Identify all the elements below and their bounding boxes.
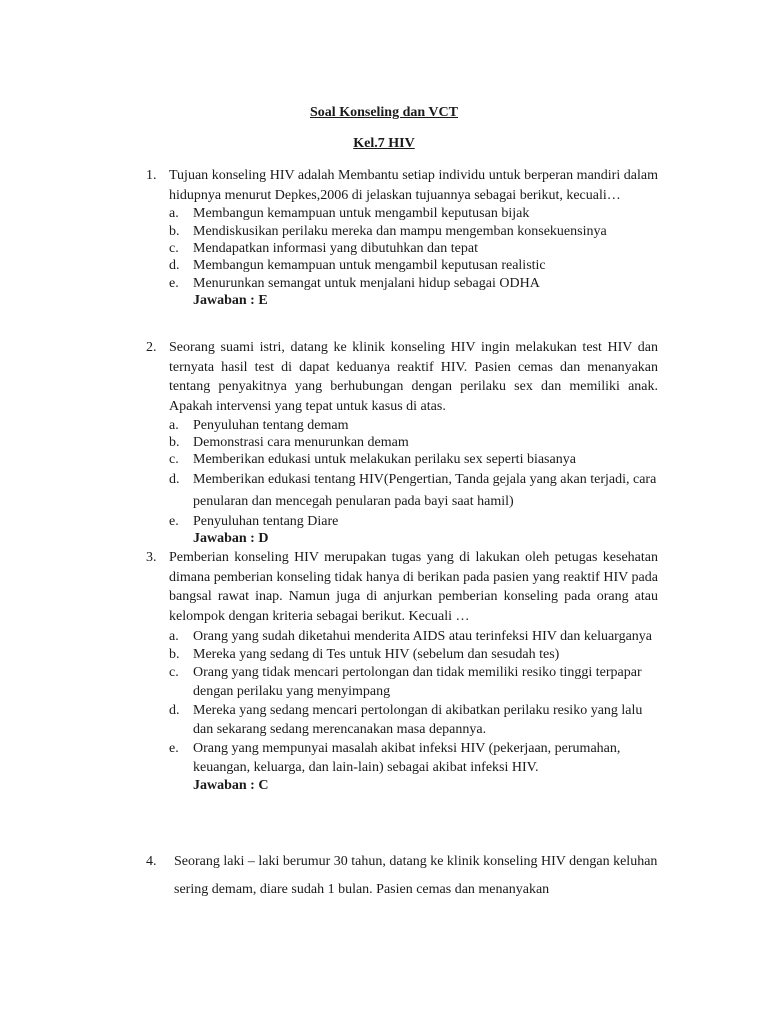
- question-3: [146, 548, 658, 795]
- option-a: [169, 417, 658, 434]
- option-letter: d.: [169, 703, 180, 719]
- option-text: Mereka yang sedang di Tes untuk HIV (sebelum dan sesudah tes): [193, 646, 560, 662]
- option-letter: c.: [169, 241, 179, 256]
- document-title: Soal Konseling dan VCT: [310, 105, 458, 120]
- option-text: Memberikan edukasi untuk melakukan perilaku sex seperti biasanya: [193, 452, 576, 468]
- question-1: [146, 166, 658, 310]
- option-text: Membangun kemampuan untuk mengambil keputusan bijak: [193, 206, 530, 222]
- option-text: Mereka yang sedang mencari pertolongan di akibatkan perilaku resiko yang lalu dan sekarang sedang merencanakan masa depannya.: [193, 703, 643, 738]
- answer-key: Jawaban : D: [193, 531, 269, 546]
- question-stem: Pemberian konseling HIV merupakan tugas yang di lakukan oleh petugas kesehatan dimana pemberian konseling tidak hanya di berikan pada pasien yang reaktif HIV pada bangsal rawat inap. Namun juga di anjurkan pemberian konseling pada orang atau kelompok dengan kriteria sebagai berikut. Kecuali …: [169, 550, 658, 625]
- document-subtitle: Kel.7 HIV: [353, 136, 415, 151]
- option-c: [169, 663, 658, 701]
- answer-key: Jawaban : E: [193, 292, 268, 308]
- option-text: Membangun kemampuan untuk mengambil keputusan realistic: [193, 258, 546, 274]
- option-text: Memberikan edukasi tentang HIV(Pengertian, Tanda gejala yang akan terjadi, cara penularan dan mencegah penularan pada bayi saat hamil): [193, 471, 657, 509]
- option-letter: c.: [169, 452, 179, 468]
- option-a: [169, 627, 658, 646]
- option-c: [169, 451, 658, 468]
- option-letter: e.: [169, 741, 179, 757]
- option-a: [169, 205, 658, 222]
- option-list: [169, 417, 658, 530]
- question-4: [146, 848, 658, 904]
- option-c: [169, 240, 658, 257]
- option-letter: a.: [169, 206, 179, 222]
- option-text: Mendiskusikan perilaku mereka dan mampu mengemban konsekuensinya: [193, 223, 607, 239]
- answer-key: Jawaban : C: [193, 778, 269, 794]
- option-text: Penyuluhan tentang Diare: [193, 513, 339, 529]
- option-letter: b.: [169, 223, 180, 239]
- option-letter: a.: [169, 417, 179, 433]
- option-b: [169, 646, 658, 663]
- option-letter: b.: [169, 435, 180, 451]
- question-stem: Tujuan konseling HIV adalah Membantu setiap individu untuk berperan mandiri dalam hidupnya menurut Depkes,2006 di jelaskan tujuannya sebagai berikut, kecuali…: [169, 168, 658, 203]
- option-text: Penyuluhan tentang demam: [193, 417, 349, 433]
- option-d: [169, 257, 658, 274]
- option-d: [169, 701, 658, 739]
- option-list: [169, 205, 658, 291]
- question-2: [146, 338, 658, 548]
- option-letter: c.: [169, 665, 179, 681]
- question-number: 3.: [146, 550, 157, 565]
- question-number: 1.: [146, 168, 157, 183]
- option-letter: d.: [169, 471, 180, 487]
- option-text: Demonstrasi cara menurunkan demam: [193, 435, 409, 451]
- option-letter: d.: [169, 258, 180, 274]
- option-text: Orang yang tidak mencari pertolongan dan tidak memiliki resiko tinggi terpapar dengan perilaku yang menyimpang: [193, 665, 642, 700]
- option-list: [169, 627, 658, 777]
- option-b: [169, 223, 658, 240]
- option-text: Menurunkan semangat untuk menjalani hidup sebagai ODHA: [193, 275, 540, 291]
- option-e: [169, 513, 658, 530]
- option-letter: e.: [169, 275, 179, 291]
- option-text: Mendapatkan informasi yang dibutuhkan dan tepat: [193, 241, 478, 256]
- question-number: 4.: [146, 854, 157, 869]
- option-text: Orang yang sudah diketahui menderita AIDS atau terinfeksi HIV dan keluarganya: [193, 628, 653, 644]
- option-e: [169, 275, 658, 292]
- question-stem: Seorang laki – laki berumur 30 tahun, datang ke klinik konseling HIV dengan keluhan sering demam, diare sudah 1 bulan. Pasien cemas dan menanyakan: [174, 854, 658, 897]
- option-e: [169, 739, 658, 777]
- option-letter: b.: [169, 646, 180, 662]
- question-number: 2.: [146, 340, 157, 355]
- option-b: [169, 434, 658, 451]
- option-letter: a.: [169, 628, 179, 644]
- option-letter: e.: [169, 513, 179, 529]
- option-text: Orang yang mempunyai masalah akibat infeksi HIV (pekerjaan, perumahan, keuangan, keluarga, dan lain-lain) sebagai akibat infeksi HIV.: [193, 741, 621, 776]
- option-d: [169, 469, 658, 513]
- question-stem: Seorang suami istri, datang ke klinik konseling HIV ingin melakukan test HIV dan ternyata hasil test di dapat keduanya reaktif HIV. Pasien cemas dan menanyakan tentang penyakitnya yang berhubungan dengan perilaku sex dan memiliki anak. Apakah intervensi yang tepat untuk kasus di atas.: [169, 340, 658, 415]
